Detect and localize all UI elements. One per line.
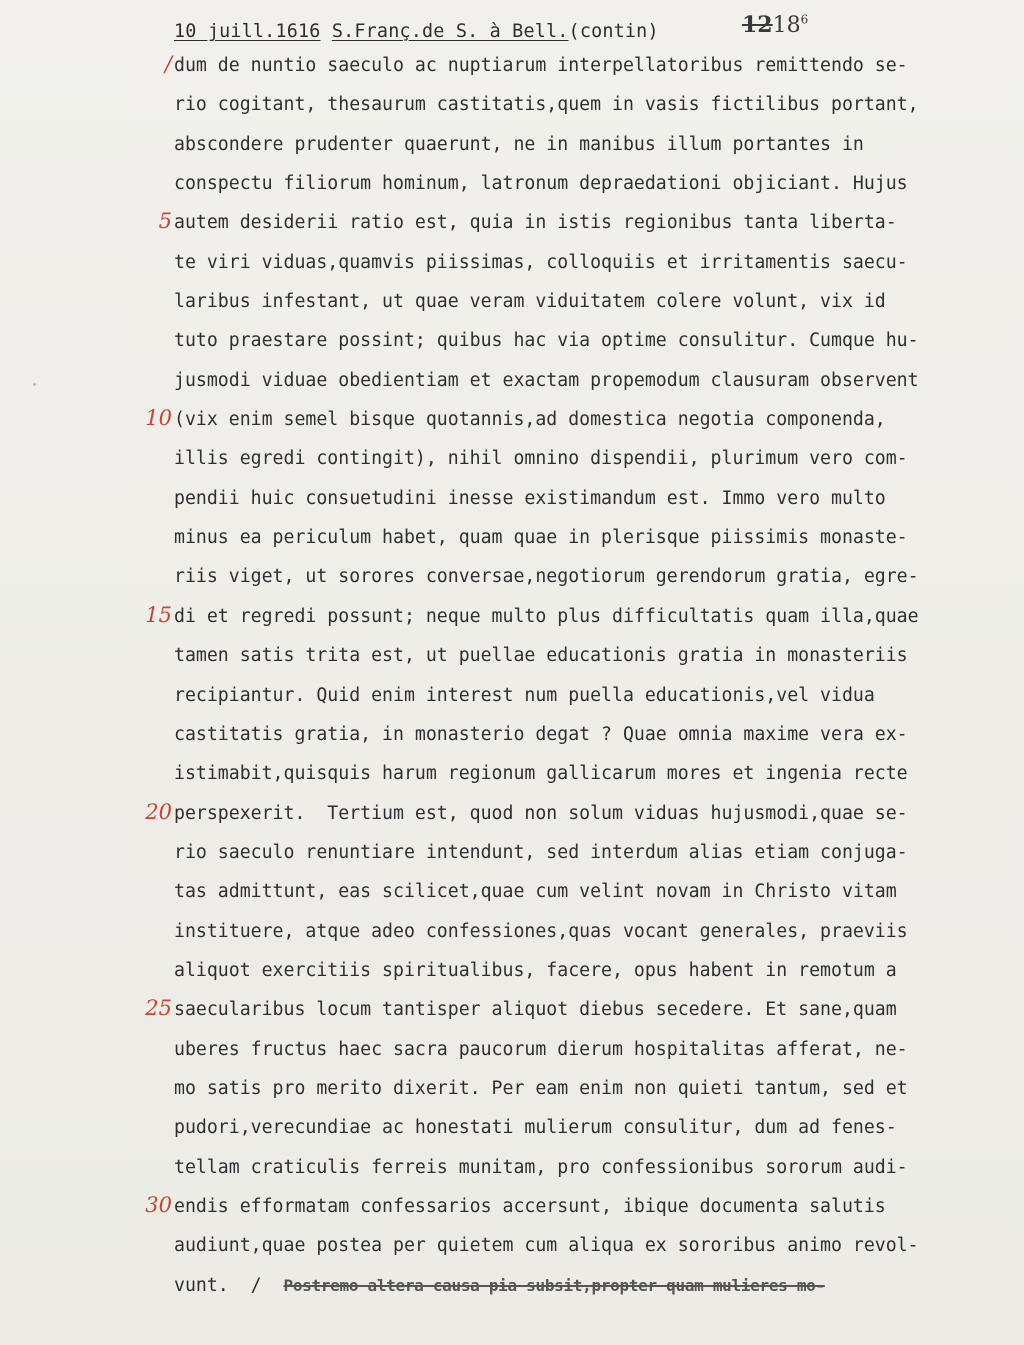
text-line: te viri viduas,quamvis piissimas, colloquiis et irritamentis saecu- — [174, 251, 908, 273]
text-line: mo satis pro merito dixerit. Per eam enim non quieti tantum, sed et — [174, 1077, 908, 1099]
text-line: 25 saecularibus locum tantisper aliquot diebus secedere. Et sane,quam — [174, 997, 1004, 1036]
text-line: istimabit,quisquis harum regionum gallicarum mores et ingenia recte — [174, 763, 908, 785]
text-line: 20 perspexerit. Tertium est, quod non solum viduas hujusmodi,quae se- — [174, 801, 1004, 840]
text-line: tamen satis trita est, ut puellae educationis gratia in monasteriis — [174, 645, 908, 667]
line-number: / — [164, 52, 172, 76]
text-line: 5 autem desiderii ratio est, quia in istis regionibus tanta liberta- — [174, 210, 1004, 249]
text-line: castitatis gratia, in monasterio degat ? Quae omnia maxime vera ex- — [174, 723, 908, 745]
page-header — [174, 20, 659, 44]
line-number: 15 — [145, 602, 172, 627]
text-line: illis egredi contingit), nihil omnino dispendii, plurimum vero com- — [174, 448, 908, 470]
line-number: 20 — [145, 799, 172, 824]
text-line: conspectu filiorum hominum, latronum depraedationi objiciant. Hujus — [174, 173, 908, 195]
text-line: recipiantur. Quid enim interest num puella educationis,vel vidua — [174, 684, 875, 706]
text-line: abscondere prudenter quaerunt, ne in manibus illum portantes in — [174, 133, 864, 155]
header-reference: S.Franç.de S. à Bell. — [331, 21, 569, 42]
body-text — [145, 52, 1004, 1312]
text-line: 30 endis efformatam confessarios accersunt, ibique documenta salutis — [174, 1194, 1004, 1233]
text-line: laribus infestant, ut quae veram viduitatem colere volunt, vix id — [174, 291, 886, 313]
text-line: tas admittunt, eas scilicet,quae cum velint novam in Christo vitam — [174, 881, 897, 903]
text-line: tuto praestare possint; quibus hac via optime consulitur. Cumque hu- — [174, 330, 919, 352]
header-suffix: (contin) — [568, 21, 659, 42]
line-number: 5 — [158, 209, 172, 234]
text-line: audiunt,quae postea per quietem cum aliqua ex sororibus animo revol- — [174, 1235, 919, 1257]
header-date: 10 juill.1616 — [174, 21, 321, 42]
paper-speck — [33, 383, 36, 386]
insertion-slash: / — [250, 1274, 262, 1296]
text-line: rio cogitant, thesaurum castitatis,quem in vasis fictilibus portant, — [174, 94, 919, 116]
folio-number — [742, 12, 808, 38]
text-line: 10 (vix enim semel bisque quotannis,ad domestica negotia componenda, — [174, 407, 1004, 446]
last-line-start: vunt. — [174, 1274, 229, 1296]
text-line: instituere, atque adeo confessiones,quas vocant generales, praeviis — [174, 920, 908, 942]
text-line: 15 di et regredi possunt; neque multo plus difficultatis quam illa,quae — [174, 604, 1004, 643]
line-number: 10 — [145, 406, 172, 431]
text-line-last — [174, 1273, 1004, 1312]
text-line: pudori,verecundiae ac honestati mulierum consulitur, dum ad fenes- — [174, 1117, 897, 1139]
text-line: tellam craticulis ferreis munitam, pro confessionibus sororum audi- — [174, 1156, 908, 1178]
text-line: minus ea periculum habet, quam quae in plerisque piissimis monaste- — [174, 527, 908, 549]
text-line: riis viget, ut sorores conversae,negotiorum gerendorum gratia, egre- — [174, 566, 919, 588]
text-line: jusmodi viduae obedientiam et exactam propemodum clausuram observent — [174, 369, 919, 391]
line-number: 25 — [145, 996, 172, 1021]
struck-through-text: Postremo altera causa pia subsit,propter quam mulieres mo- — [283, 1275, 825, 1295]
text-line: / dum de nuntio saeculo ac nuptiarum interpellatoribus remittendo se- — [174, 53, 1004, 92]
text-line: uberes fructus haec sacra paucorum dierum hospitalitas afferat, ne- — [174, 1038, 908, 1060]
text-line: pendii huic consuetudini inesse existimandum est. Immo vero multo — [174, 487, 886, 509]
line-number: 30 — [145, 1192, 172, 1217]
folio-struck-digits: 12 — [742, 12, 773, 38]
folio-page: 18 — [772, 13, 801, 38]
text-line: rio saeculo renuntiare intendunt, sed interdum alias etiam conjuga- — [174, 841, 908, 863]
text-line: aliquot exercitiis spiritualibus, facere, opus habent in remotum a — [174, 959, 897, 981]
folio-superscript: 6 — [800, 12, 809, 27]
